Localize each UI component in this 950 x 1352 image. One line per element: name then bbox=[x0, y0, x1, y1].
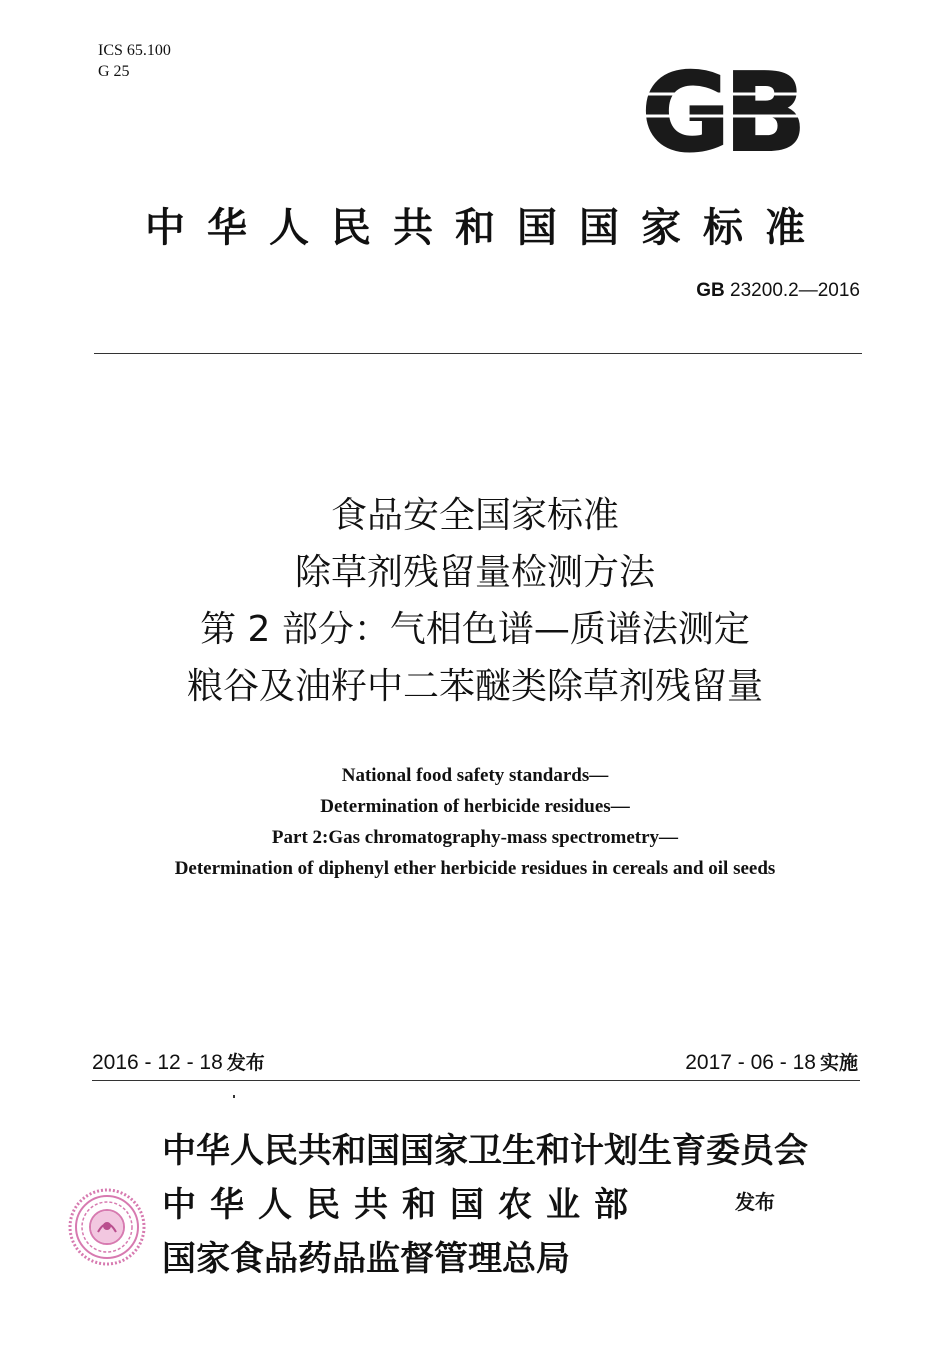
standard-number-value: 23200.2—2016 bbox=[730, 280, 860, 301]
implementation-date-label: 实施 bbox=[819, 1052, 858, 1074]
chinese-title-block bbox=[0, 487, 950, 715]
standard-title: 中华人民共和国国家标准 bbox=[145, 205, 827, 251]
bottom-divider bbox=[92, 1080, 860, 1081]
en-title-line: Part 2:Gas chromatography-mass spectrometry— bbox=[271, 827, 679, 848]
cn-title-line: 除草剂残留量检测方法 bbox=[294, 552, 655, 593]
cn-title-line: 第 2 部分：气相色谱—质谱法测定 bbox=[200, 609, 750, 650]
en-title-line: Determination of diphenyl ether herbicide residues in cereals and oil seeds bbox=[174, 858, 776, 879]
issue-date-label: 发布 bbox=[226, 1052, 265, 1074]
ics-code: ICS 65.100 bbox=[98, 42, 171, 59]
publish-label: 发布 bbox=[735, 1190, 775, 1214]
issuer-line: 国家食品药品监督管理总局 bbox=[162, 1239, 570, 1279]
issuing-authorities bbox=[162, 1124, 808, 1286]
english-title-block bbox=[0, 760, 950, 884]
issuer-line: 中华人民共和国国家卫生和计划生育委员会 bbox=[162, 1131, 808, 1171]
en-title-line: National food safety standards— bbox=[341, 765, 609, 786]
standard-number bbox=[696, 280, 860, 302]
cn-title-line: 食品安全国家标准 bbox=[330, 495, 619, 536]
ccs-code: G 25 bbox=[98, 63, 130, 80]
cn-title-line: 粮谷及油籽中二苯醚类除草剂残留量 bbox=[186, 666, 763, 707]
classification-codes bbox=[98, 40, 171, 82]
official-seal-icon bbox=[68, 1188, 146, 1266]
gb-logo bbox=[630, 64, 812, 160]
issuer-line: 中华人民共和国农业部 bbox=[162, 1185, 642, 1225]
en-title-line: Determination of herbicide residues— bbox=[320, 796, 630, 817]
implementation-date bbox=[685, 1048, 858, 1075]
implementation-date-value: 2017 - 06 - 18 bbox=[685, 1051, 816, 1074]
top-divider bbox=[94, 353, 862, 354]
gb-logo-text: GB bbox=[641, 64, 801, 160]
issue-date bbox=[92, 1048, 265, 1075]
issue-date-value: 2016 - 12 - 18 bbox=[92, 1051, 223, 1074]
speck bbox=[233, 1095, 235, 1098]
standard-number-prefix: GB bbox=[696, 280, 725, 301]
